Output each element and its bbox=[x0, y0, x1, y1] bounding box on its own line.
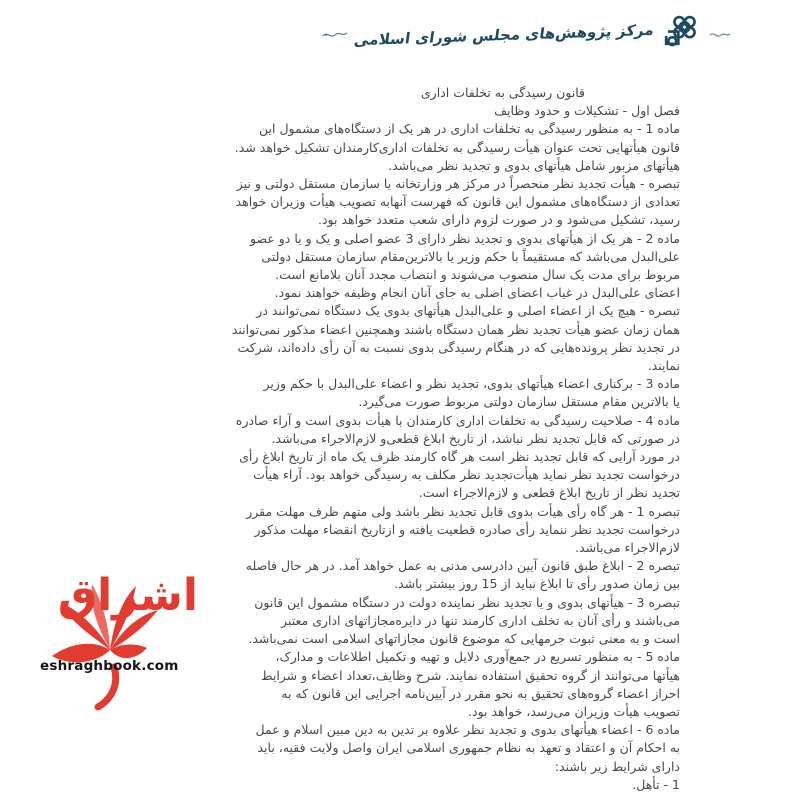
document-line: تجدید نظر از تاریخ ابلاغ قطعی و لازم‌الاجراء است. bbox=[418, 485, 680, 501]
document-line: در مورد آرایی که قابل تجدید نظر است هر گاه کارمند ظرف یک ماه از تاریخ ابلاغ رأی bbox=[239, 449, 680, 465]
document-line: فصل اول - تشکیلات و حدود وظایف bbox=[494, 103, 680, 119]
header bbox=[322, 12, 731, 58]
org-name: مرکز پژوهش‌های مجلس شورای اسلامی bbox=[352, 20, 656, 50]
document-line: درخواست تجدید نظر ننماید رأی صادره قطعیت یافته و ازتاریخ انقضاء مهلت مذکور bbox=[254, 521, 680, 537]
document-line: تبصره 2 - ابلاغ طبق قانون آیین دادرسی مدنی به عمل خواهد آمد. در هر حال فاصله bbox=[245, 558, 680, 574]
document-line: تبصره - هیأت تجدید نظر منحصراً در مرکز هر وزارتخانه یا سازمان مستقل دولتی و نیز bbox=[236, 176, 680, 192]
document-line: تصویب هیأت وزیران می‌رسد، خواهد بود. bbox=[468, 703, 680, 719]
document-line: ماده 4 - صلاحیت رسیدگی به تخلفات اداری کارمندان با هیأت بدوی است و آراء صادره bbox=[235, 412, 680, 428]
document-line: درخواست تجدید نظر نماید هیأت‌تجدید نظر مکلف به رسیدگی خواهد بود. آراء هیأت bbox=[253, 467, 680, 483]
document-line: در تجدید نظر پرونده‌هایی که در هنگام رسیدگی بدوی نسبت به آن رأی داده‌اند، شرکت bbox=[237, 339, 680, 355]
document-line: تعدادی از دستگاه‌های مشمول این قانون که فهرست آنهابه تصویب هیأت وزیران خواهد bbox=[235, 194, 680, 210]
publisher-logo-text: اشراق bbox=[57, 570, 198, 621]
document-lines bbox=[155, 102, 680, 794]
document-line: یا بالاترین مقام مستقل سازمان دولتی مربوط صورت می‌گیرد. bbox=[358, 394, 680, 410]
document-line: 1 - تأهل. bbox=[632, 776, 680, 792]
document-line: ماده 1 - به منظور رسیدگی به تخلفات اداری در هر یک از دستگاه‌های مشمول این bbox=[259, 121, 680, 137]
document-line: به احکام آن و اعتقاد و تعهد به نظام جمهوری اسلامی ایران واصل ولایت فقیه، باید bbox=[257, 740, 680, 756]
publisher-website: eshraghbook.com bbox=[40, 658, 179, 674]
document-line: تبصره 1 - هر گاه رأی هیأت بدوی قابل تجدید نظر باشد ولی متهم ظرف مهلت مقرر bbox=[246, 503, 680, 519]
document-line: در صورتی که قابل تجدید نظر نباشد، از تاریخ ابلاغ قطعی‌و لازم‌الاجراء می‌باشد. bbox=[271, 430, 680, 446]
document-line: هیأتها می‌توانند از گروه تحقیق استفاده نمایند. شرح وظایف،تعداد اعضاء و شرایط bbox=[260, 667, 680, 683]
document-line: اعضای علی‌البدل در غیاب اعضای اصلی به جای آنان انجام وظیفه خواهند نمود. bbox=[274, 285, 680, 301]
document-line: علی‌البدل می‌باشد که مستقیماً با حکم وزیر یا بالاترین‌مقام سازمان مستقل دولتی bbox=[261, 248, 680, 264]
document-line: رسید، تشکیل می‌شود و در صورت لزوم دارای شعب متعدد خواهد بود. bbox=[318, 212, 680, 228]
document-line: تبصره - هیچ یک از اعضاء اصلی و علی‌البدل هیأتهای بدوی یک دستگاه نمی‌توانند در bbox=[256, 303, 680, 319]
document-line: لازم‌الاجراء می‌باشد. bbox=[575, 540, 680, 556]
document-line: دارای شرایط زیر باشند: bbox=[554, 758, 680, 774]
document-line: می‌باشند و رأی آنان به تخلف اداری کارمند تنها در دایره‌مجازاتهای اداری معتبر bbox=[281, 612, 680, 628]
document-line: است و به معنی ثبوت جرمهایی که موضوع قانون مجازاتهای اسلامی است نمی‌باشد. bbox=[248, 631, 680, 647]
document-line: ماده 6 - اعضاء هیأتهای بدوی و تجدید نظر علاوه بر تدین به دین مبین اسلام و عمل bbox=[255, 722, 680, 738]
document-line: هیأتهای مزبور شامل هیأتهای بدوی و تجدید نظر می‌باشد. bbox=[388, 157, 680, 173]
document-content bbox=[155, 84, 680, 794]
document-line: احراز اعضاء گروه‌های تحقیق به نحو مقرر در آیین‌نامه اجرایی این قانون که به bbox=[281, 685, 680, 701]
flourish-right-icon bbox=[709, 29, 731, 41]
document-line: قانون هیأتهایی تحت عنوان هیأت رسیدگی به تخلفات اداری‌کارمندان تشکیل خواهد شد. bbox=[234, 139, 680, 155]
document-line: بین زمان صدور رأی تا ابلاغ نباید از 15 روز بیشتر باشد. bbox=[394, 576, 680, 592]
document-line: مربوط برای مدت یک سال منصوب می‌شوند و انتصاب مجدد آنان بلامانع است. bbox=[275, 267, 680, 283]
document-line: نمایند. bbox=[647, 358, 680, 374]
document-line: همان زمان عضو هیأت تجدید نظر همان دستگاه باشند وهمچنین اعضاء مذکور نمی‌توانند bbox=[231, 321, 680, 337]
document-line: تبصره 3 - هیأتهای بدوی و یا تجدید نظر نماینده دولت در دستگاه مشمول این قانون bbox=[254, 594, 680, 610]
document-line: ماده 5 - به منظور تسریع در جمع‌آوری دلایل و تهیه و تکمیل اطلاعات و مدارک، bbox=[275, 649, 680, 665]
document-line: ماده 3 - برکناری اعضاء هیأتهای بدوی، تجدید نظر و اعضاء علی‌البدل با حکم وزیر bbox=[263, 376, 680, 392]
majlis-emblem-icon bbox=[660, 14, 702, 56]
document-line: ماده 2 - هر یک از هیأتهای بدوی و تجدید نظر دارای 3 عضو اصلی و یک و یا دو عضو bbox=[250, 230, 680, 246]
document-title: قانون رسیدگی به تخلفات اداری bbox=[420, 85, 585, 100]
flourish-left-icon bbox=[322, 28, 348, 42]
publisher-watermark bbox=[38, 572, 196, 714]
